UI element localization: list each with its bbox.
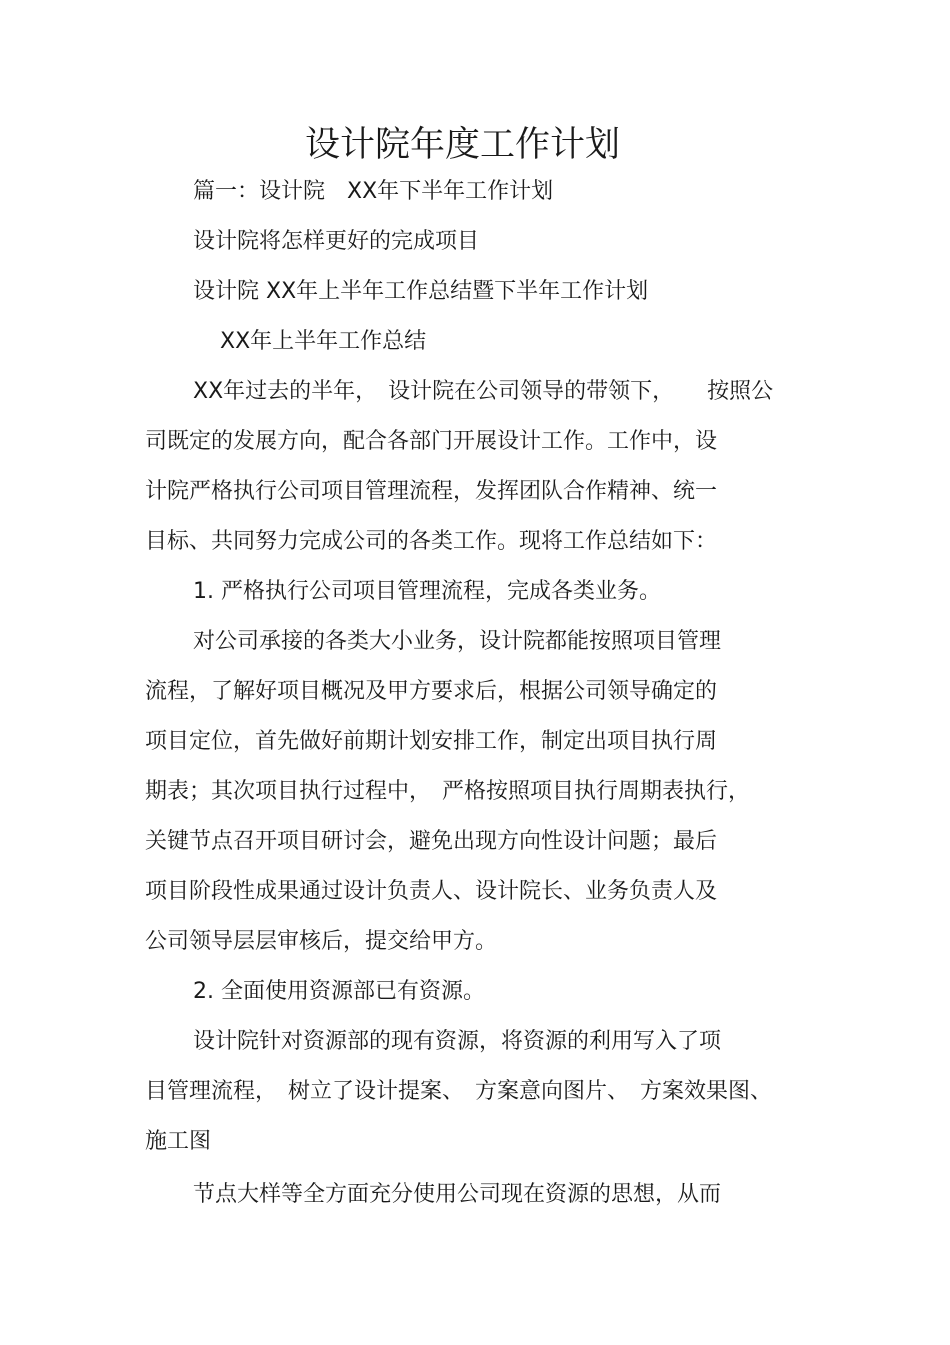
text-line-1: 篇一：设计院 XX年下半年工作计划	[193, 179, 554, 204]
section-heading: XX年上半年工作总结	[220, 329, 427, 354]
text-line-14: 关键节点召开项目研讨会，避免出现方向性设计问题；最后	[145, 829, 718, 854]
text-line-21: 节点大样等全方面充分使用公司现在资源的思想，从而	[193, 1182, 722, 1207]
text-line-16: 公司领导层层审核后，提交给甲方。	[145, 929, 498, 954]
document-title: 设计院年度工作计划	[304, 125, 620, 165]
text-line-11: 流程，了解好项目概况及甲方要求后，根据公司领导确定的	[145, 679, 718, 704]
text-line-13: 期表；其次项目执行过程中， 严格按照项目执行周期表执行，	[145, 779, 751, 804]
text-line-6: 司既定的发展方向，配合各部门开展设计工作。工作中，设	[145, 429, 718, 454]
list-item-2: 2. 全面使用资源部已有资源。	[193, 979, 485, 1004]
text-line-10: 对公司承接的各类大小业务，设计院都能按照项目管理	[193, 629, 722, 654]
text-line-20: 施工图	[145, 1129, 212, 1154]
text-line-3: 设计院 XX年上半年工作总结暨下半年工作计划	[193, 279, 649, 304]
text-line-2: 设计院将怎样更好的完成项目	[193, 229, 480, 254]
text-line-5: XX年过去的半年， 设计院在公司领导的带领下， 按照公	[193, 379, 774, 404]
text-line-8: 目标、共同努力完成公司的各类工作。现将工作总结如下：	[145, 529, 718, 554]
text-line-15: 项目阶段性成果通过设计负责人、设计院长、业务负责人及	[145, 879, 718, 904]
text-line-12: 项目定位，首先做好前期计划安排工作，制定出项目执行周	[145, 729, 718, 754]
text-line-18: 设计院针对资源部的现有资源，将资源的利用写入了项	[193, 1029, 722, 1054]
text-line-7: 计院严格执行公司项目管理流程，发挥团队合作精神、统一	[145, 479, 718, 504]
text-line-19: 目管理流程， 树立了设计提案、 方案意向图片、 方案效果图、	[145, 1079, 773, 1104]
list-item-1: 1. 严格执行公司项目管理流程，完成各类业务。	[193, 579, 661, 604]
